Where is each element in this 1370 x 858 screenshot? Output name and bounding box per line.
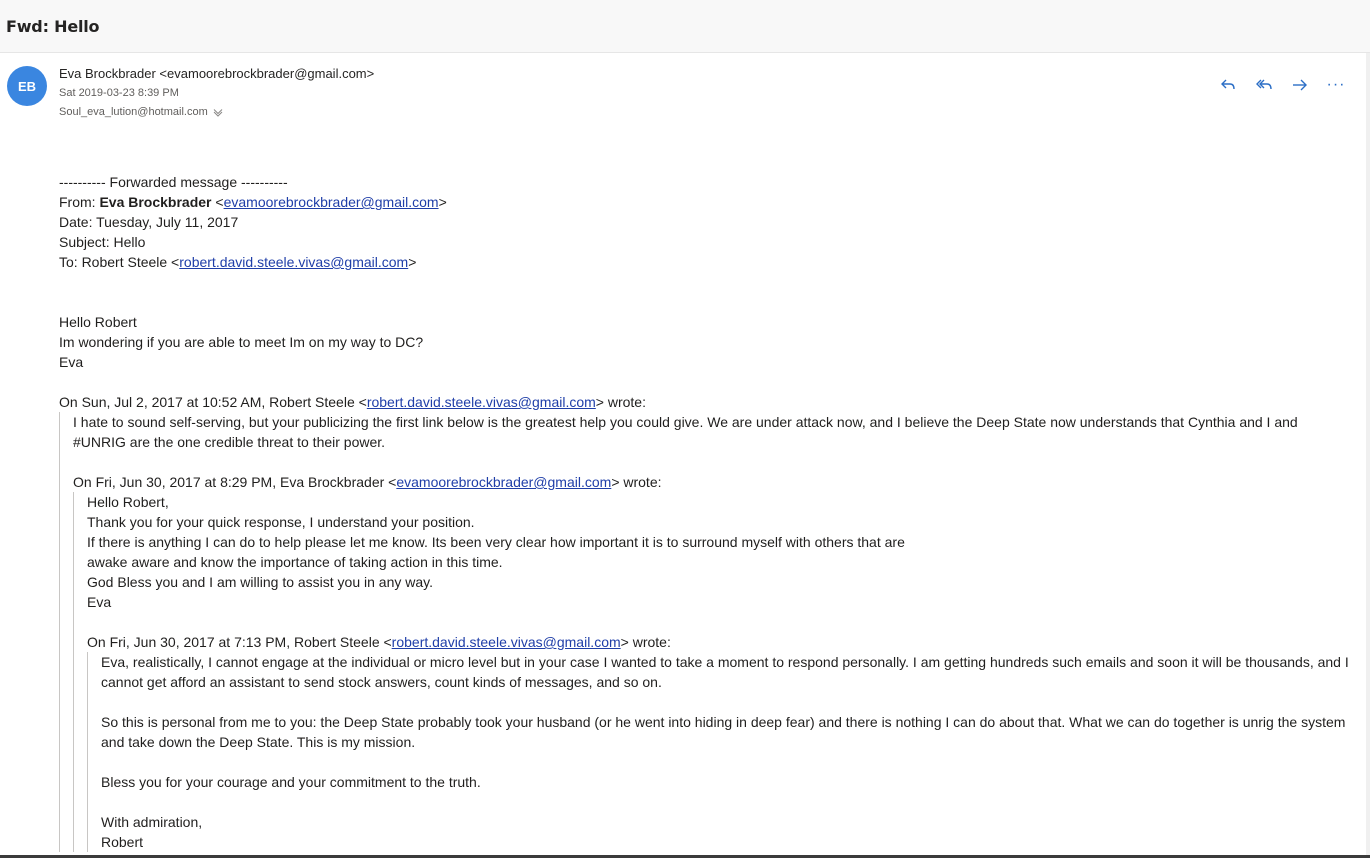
message-body bbox=[59, 172, 1349, 852]
quote-signature: Robert bbox=[101, 834, 144, 850]
greeting-line: Im wondering if you are able to meet Im on my way to DC? bbox=[59, 334, 424, 350]
quote-paragraph: So this is personal from me to you: the Deep State probably took your husband (or he went into hiding in deep fear) and there is nothing I can do about that. What we can do together is unrig the system and take down the Deep State. This is my mission. bbox=[101, 714, 1346, 750]
reply-button[interactable] bbox=[1216, 74, 1240, 96]
scrollbar-track[interactable] bbox=[1366, 53, 1370, 858]
message-date: Sat 2019-03-23 8:39 PM bbox=[59, 87, 179, 99]
reply-all-button[interactable] bbox=[1252, 74, 1276, 96]
chevron-down-icon[interactable] bbox=[213, 107, 223, 117]
sender-address[interactable]: Eva Brockbrader <evamoorebrockbrader@gmail.com> bbox=[59, 66, 375, 81]
from-email-link[interactable]: evamoorebrockbrader@gmail.com bbox=[223, 194, 439, 210]
more-actions-button[interactable]: ··· bbox=[1326, 76, 1346, 93]
quote-line: If there is anything I can do to help please let me know. Its been very clear how important it is to surround myself with others that are bbox=[87, 534, 905, 550]
quote-email-link[interactable]: robert.david.steele.vivas@gmail.com bbox=[366, 394, 596, 410]
quote-closing: With admiration, bbox=[101, 814, 203, 830]
quote-paragraph: Bless you for your courage and your commitment to the truth. bbox=[101, 774, 481, 790]
greeting-line: Hello Robert bbox=[59, 314, 137, 330]
quote-email-link[interactable]: robert.david.steele.vivas@gmail.com bbox=[391, 634, 621, 650]
title-bar bbox=[0, 0, 1370, 53]
forwarded-date: Date: Tuesday, July 11, 2017 bbox=[59, 214, 239, 230]
quote-line: Eva bbox=[87, 594, 112, 610]
quote-paragraph: Eva, realistically, I cannot engage at the individual or micro level but in your case I wanted to take a moment to respond personally. I am getting hundreds such emails and soon it will be thousands, and I cannot get afford an assistant to send stock answers, count kinds of messages, and so on. bbox=[101, 654, 1349, 690]
forwarded-to: To: Robert Steele <robert.david.steele.vivas@gmail.com> bbox=[59, 254, 417, 270]
recipient-address[interactable]: Soul_eva_lution@hotmail.com bbox=[59, 106, 208, 118]
forward-icon bbox=[1290, 75, 1310, 95]
quote-line: Thank you for your quick response, I understand your position. bbox=[87, 514, 475, 530]
reply-all-icon bbox=[1254, 75, 1274, 95]
quote-email-link[interactable]: evamoorebrockbrader@gmail.com bbox=[396, 474, 612, 490]
quote-line: awake aware and know the importance of taking action in this time. bbox=[87, 554, 503, 570]
email-subject: Fwd: Hello bbox=[6, 17, 100, 36]
sender-avatar[interactable]: EB bbox=[7, 66, 47, 106]
to-email-link[interactable]: robert.david.steele.vivas@gmail.com bbox=[179, 254, 409, 270]
quoted-message bbox=[59, 412, 1349, 852]
reply-icon bbox=[1218, 75, 1238, 95]
quote-attribution: On Fri, Jun 30, 2017 at 8:29 PM, Eva Brockbrader <evamoorebrockbrader@gmail.com> wrote: bbox=[73, 474, 662, 490]
message-actions bbox=[1216, 74, 1348, 96]
recipient-line[interactable] bbox=[59, 106, 223, 118]
quote-attribution: On Fri, Jun 30, 2017 at 7:13 PM, Robert Steele <robert.david.steele.vivas@gmail.com> wrote: bbox=[87, 634, 671, 650]
forward-button[interactable] bbox=[1288, 74, 1312, 96]
quoted-message bbox=[87, 652, 1349, 852]
forwarded-banner: ---------- Forwarded message ---------- bbox=[59, 174, 288, 190]
quote-line: God Bless you and I am willing to assist you in any way. bbox=[87, 574, 434, 590]
quoted-message bbox=[73, 492, 1349, 852]
quote-line: Hello Robert, bbox=[87, 494, 169, 510]
quote-text: I hate to sound self-serving, but your publicizing the first link below is the greatest help you could give. We are under attack now, and I believe the Deep State now understands that Cynthia and I and #UNRIG are the one credible threat to their power. bbox=[73, 414, 1298, 450]
forwarded-from: From: Eva Brockbrader <evamoorebrockbrader@gmail.com> bbox=[59, 194, 447, 210]
forwarded-subject: Subject: Hello bbox=[59, 234, 146, 250]
greeting-line: Eva bbox=[59, 354, 84, 370]
quote-attribution: On Sun, Jul 2, 2017 at 10:52 AM, Robert Steele <robert.david.steele.vivas@gmail.com> wrote: bbox=[59, 394, 646, 410]
